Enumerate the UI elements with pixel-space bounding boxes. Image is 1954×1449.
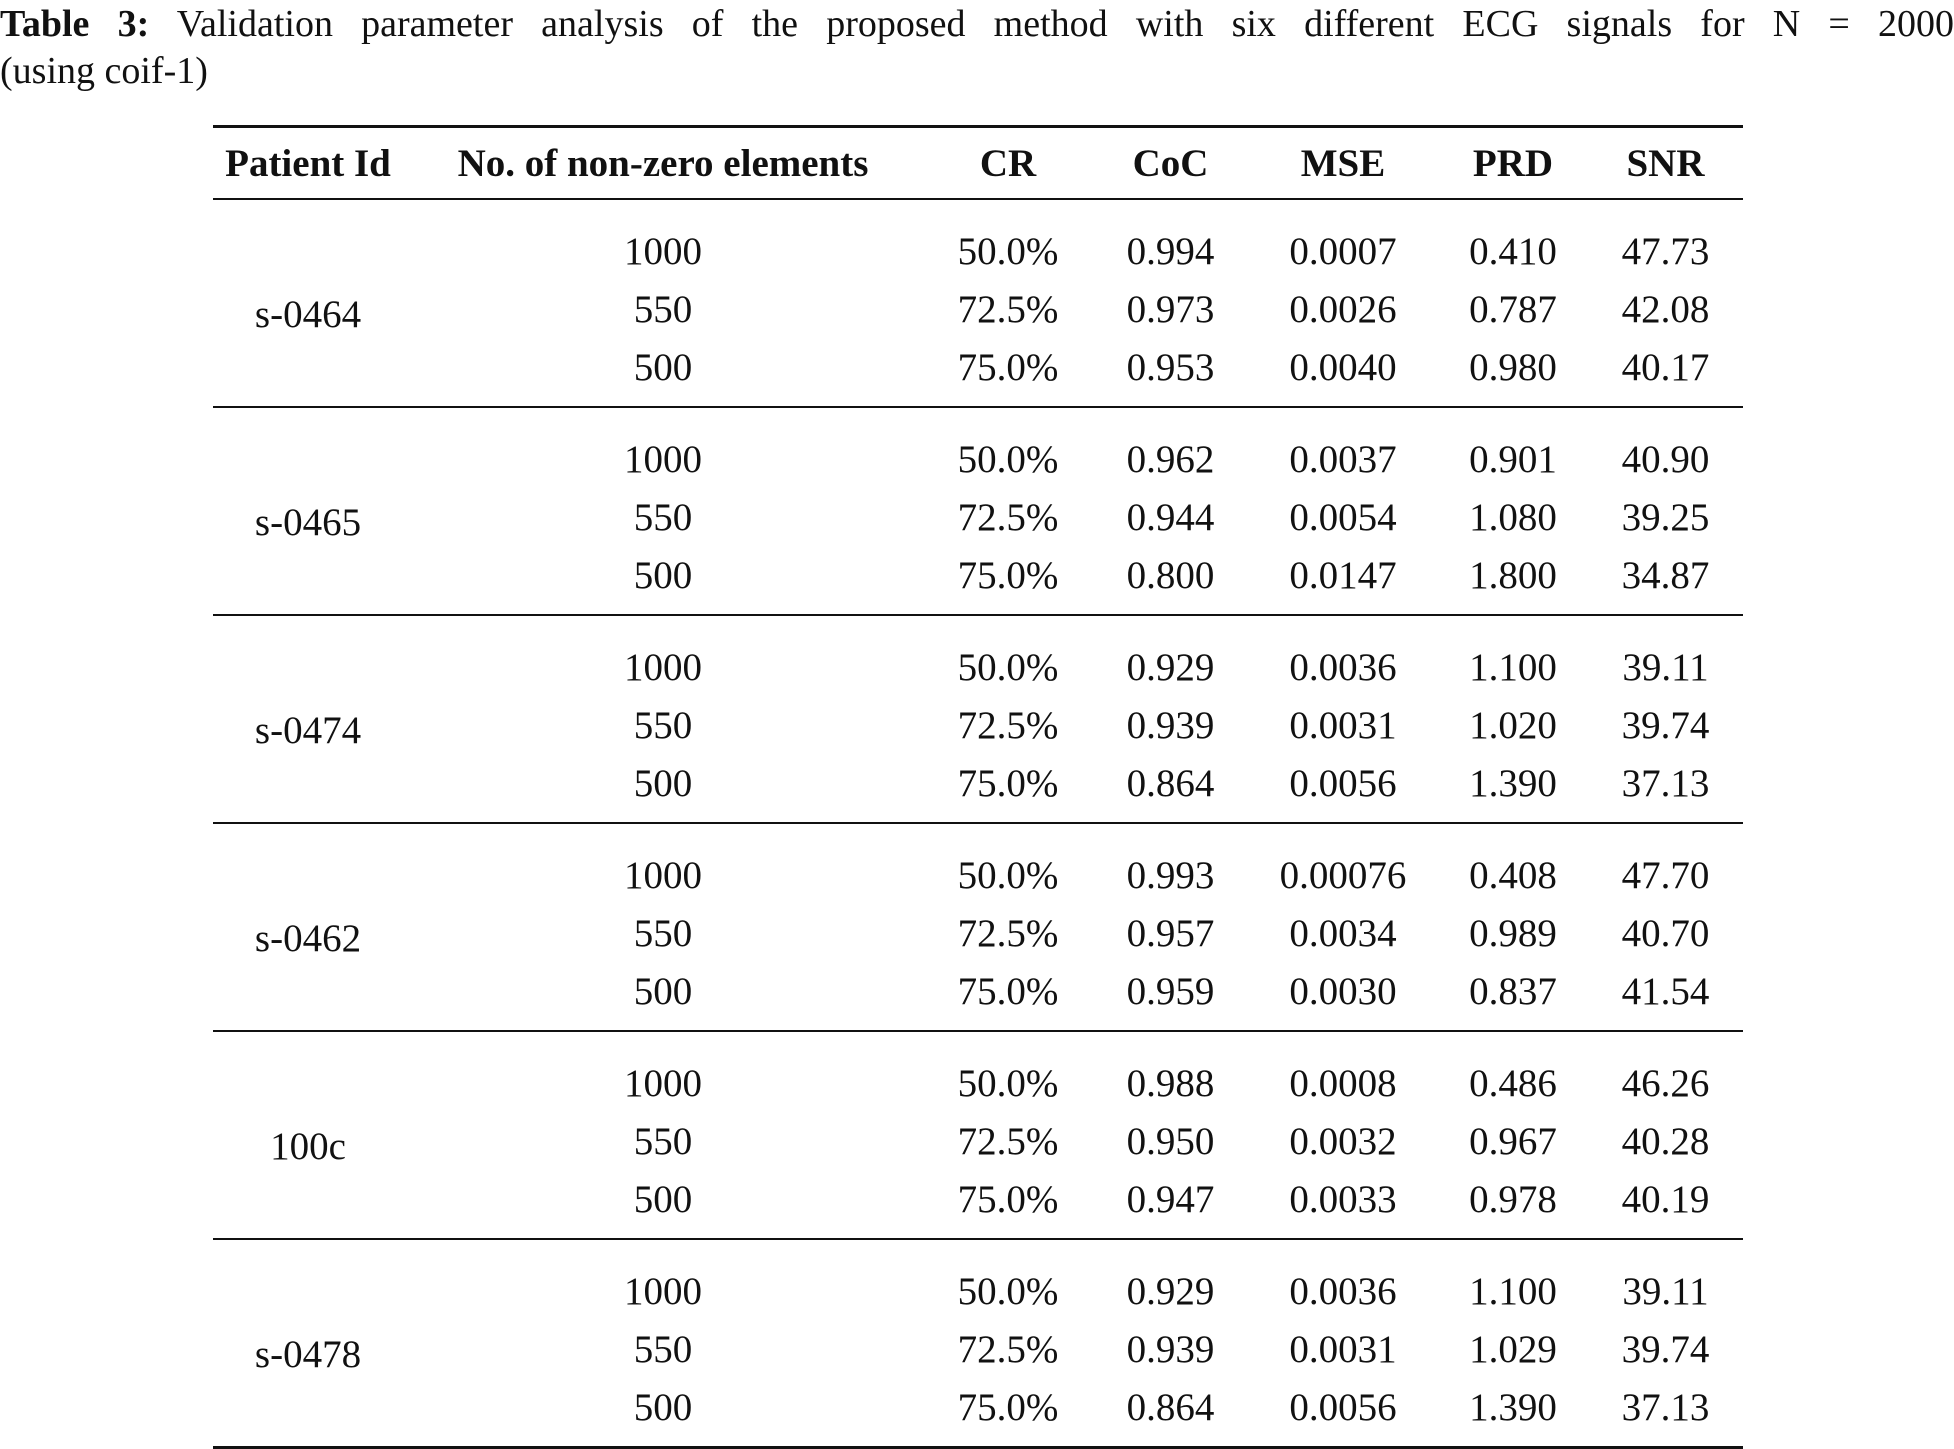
cell-coc: 0.959: [1093, 962, 1248, 1031]
cell-snr: 39.11: [1622, 1269, 1709, 1313]
cell-non-zero-elements: 550: [633, 703, 693, 747]
cell-coc: 0.929: [1126, 1269, 1215, 1313]
cell-prd: 0.967: [1469, 1119, 1557, 1163]
cell-mse: 0.0007: [1289, 229, 1397, 273]
cell-non-zero-elements: 500: [403, 1170, 923, 1239]
cell-cr: 75.0%: [923, 754, 1093, 823]
cell-snr: 37.13: [1588, 1378, 1743, 1448]
cell-patient-id: s-0474: [213, 615, 403, 823]
cell-mse: 0.0056: [1248, 1378, 1438, 1448]
cell-mse: 0.0036: [1289, 1269, 1397, 1313]
table-row: [213, 962, 1743, 1031]
cell-cr: 50.0%: [957, 853, 1059, 897]
table-caption-label: Table 3:: [0, 3, 150, 45]
table-row: [213, 1239, 1743, 1320]
cell-coc: 0.994: [1126, 229, 1215, 273]
cell-snr: 39.25: [1621, 495, 1710, 539]
cell-coc: 0.864: [1093, 754, 1248, 823]
cell-non-zero-elements: 550: [633, 1119, 693, 1163]
cell-patient-id: s-0464: [213, 199, 403, 407]
cell-cr: 75.0%: [923, 962, 1093, 1031]
cell-coc: 0.939: [1126, 1327, 1215, 1371]
cell-mse: 0.0026: [1289, 287, 1397, 331]
cell-patient-id: s-0478: [213, 1239, 403, 1448]
cell-prd: 0.410: [1469, 229, 1557, 273]
table-row: [213, 823, 1743, 904]
cell-coc: 0.993: [1126, 853, 1215, 897]
cell-coc: 0.950: [1126, 1119, 1215, 1163]
table-row: [213, 1031, 1743, 1112]
table-row: [213, 1112, 1743, 1170]
cell-cr: 50.0%: [957, 1061, 1059, 1105]
cell-cr: 50.0%: [957, 229, 1059, 273]
cell-cr: 75.0%: [923, 1378, 1093, 1448]
table-row: [213, 338, 1743, 407]
cell-patient-id: 100c: [213, 1031, 403, 1239]
header-cr: CR: [923, 127, 1093, 200]
table-row: [213, 1378, 1743, 1448]
cell-non-zero-elements: 1000: [624, 1269, 702, 1313]
cell-mse: 0.00076: [1279, 853, 1407, 897]
cell-coc: 0.957: [1126, 911, 1215, 955]
table-row: [213, 199, 1743, 280]
cell-cr: 75.0%: [923, 1170, 1093, 1239]
cell-mse: 0.0056: [1248, 754, 1438, 823]
table-caption-line2: (using coif-1): [0, 50, 208, 92]
cell-non-zero-elements: 550: [633, 287, 693, 331]
cell-mse: 0.0040: [1248, 338, 1438, 407]
cell-non-zero-elements: 500: [403, 1378, 923, 1448]
cell-mse: 0.0030: [1248, 962, 1438, 1031]
cell-non-zero-elements: 500: [403, 962, 923, 1031]
cell-cr: 72.5%: [957, 911, 1059, 955]
cell-non-zero-elements: 550: [633, 495, 693, 539]
cell-coc: 0.973: [1126, 287, 1215, 331]
cell-snr: 41.54: [1588, 962, 1743, 1031]
cell-snr: 42.08: [1621, 287, 1710, 331]
cell-snr: 47.73: [1621, 229, 1710, 273]
header-snr: SNR: [1588, 127, 1743, 200]
cell-coc: 0.864: [1093, 1378, 1248, 1448]
cell-snr: 39.74: [1621, 1327, 1710, 1371]
table-row: [213, 1170, 1743, 1239]
cell-coc: 0.929: [1126, 645, 1215, 689]
cell-cr: 50.0%: [957, 645, 1059, 689]
cell-non-zero-elements: 1000: [624, 437, 702, 481]
cell-prd: 0.989: [1469, 911, 1557, 955]
cell-prd: 1.100: [1469, 645, 1557, 689]
cell-patient-id: s-0465: [213, 407, 403, 615]
cell-non-zero-elements: 500: [403, 546, 923, 615]
cell-snr: 47.70: [1621, 853, 1710, 897]
cell-mse: 0.0032: [1289, 1119, 1397, 1163]
cell-non-zero-elements: 1000: [624, 1061, 702, 1105]
cell-prd: 1.029: [1469, 1327, 1557, 1371]
cell-prd: 1.080: [1469, 495, 1557, 539]
cell-cr: 72.5%: [957, 1119, 1059, 1163]
cell-mse: 0.0054: [1289, 495, 1397, 539]
cell-cr: 72.5%: [957, 703, 1059, 747]
cell-mse: 0.0147: [1248, 546, 1438, 615]
cell-prd: 0.486: [1469, 1061, 1557, 1105]
cell-mse: 0.0037: [1289, 437, 1397, 481]
header-row: [213, 127, 1743, 200]
cell-coc: 0.947: [1093, 1170, 1248, 1239]
cell-snr: 37.13: [1588, 754, 1743, 823]
cell-non-zero-elements: 550: [633, 911, 693, 955]
header-patient-id: Patient Id: [213, 127, 403, 200]
cell-mse: 0.0008: [1289, 1061, 1397, 1105]
cell-snr: 40.90: [1621, 437, 1710, 481]
cell-coc: 0.939: [1126, 703, 1215, 747]
table-caption-text: Validation parameter analysis of the proposed method with six different ECG signals for N = 2000: [176, 3, 1954, 45]
table-row: [213, 280, 1743, 338]
cell-snr: 39.11: [1622, 645, 1709, 689]
header-prd: PRD: [1438, 127, 1588, 200]
cell-mse: 0.0031: [1289, 703, 1397, 747]
cell-cr: 50.0%: [957, 1269, 1059, 1313]
cell-mse: 0.0033: [1248, 1170, 1438, 1239]
cell-snr: 46.26: [1621, 1061, 1710, 1105]
cell-prd: 0.901: [1469, 437, 1557, 481]
cell-non-zero-elements: 1000: [624, 229, 702, 273]
cell-prd: 1.390: [1438, 754, 1588, 823]
table-row: [213, 1320, 1743, 1378]
cell-snr: 34.87: [1588, 546, 1743, 615]
cell-snr: 40.70: [1621, 911, 1710, 955]
cell-cr: 75.0%: [923, 338, 1093, 407]
header-mse: MSE: [1248, 127, 1438, 200]
table-row: [213, 488, 1743, 546]
cell-prd: 0.978: [1438, 1170, 1588, 1239]
cell-non-zero-elements: 1000: [624, 853, 702, 897]
cell-cr: 72.5%: [957, 287, 1059, 331]
cell-coc: 0.962: [1126, 437, 1215, 481]
validation-table: [213, 125, 1743, 1449]
cell-snr: 40.28: [1621, 1119, 1710, 1163]
table-body: [213, 199, 1743, 1448]
header-non-zero-elements: No. of non-zero elements: [403, 127, 923, 200]
cell-non-zero-elements: 550: [633, 1327, 693, 1371]
header-coc: CoC: [1093, 127, 1248, 200]
cell-prd: 1.100: [1469, 1269, 1557, 1313]
cell-prd: 1.020: [1469, 703, 1557, 747]
cell-coc: 0.944: [1126, 495, 1215, 539]
cell-prd: 0.837: [1438, 962, 1588, 1031]
cell-cr: 72.5%: [957, 1327, 1059, 1371]
table-row: [213, 407, 1743, 488]
cell-non-zero-elements: 500: [403, 338, 923, 407]
cell-prd: 0.787: [1469, 287, 1557, 331]
cell-coc: 0.800: [1093, 546, 1248, 615]
table-row: [213, 696, 1743, 754]
cell-prd: 0.980: [1438, 338, 1588, 407]
cell-prd: 1.800: [1438, 546, 1588, 615]
table-row: [213, 754, 1743, 823]
table-caption: [0, 0, 1954, 48]
table-row: [213, 546, 1743, 615]
cell-non-zero-elements: 1000: [624, 645, 702, 689]
cell-cr: 75.0%: [923, 546, 1093, 615]
cell-prd: 0.408: [1469, 853, 1557, 897]
table-row: [213, 904, 1743, 962]
cell-coc: 0.953: [1093, 338, 1248, 407]
cell-mse: 0.0036: [1289, 645, 1397, 689]
cell-snr: 39.74: [1621, 703, 1710, 747]
cell-patient-id: s-0462: [213, 823, 403, 1031]
cell-prd: 1.390: [1438, 1378, 1588, 1448]
cell-cr: 72.5%: [957, 495, 1059, 539]
cell-mse: 0.0031: [1289, 1327, 1397, 1371]
cell-snr: 40.19: [1588, 1170, 1743, 1239]
cell-snr: 40.17: [1588, 338, 1743, 407]
cell-non-zero-elements: 500: [403, 754, 923, 823]
cell-mse: 0.0034: [1289, 911, 1397, 955]
cell-cr: 50.0%: [957, 437, 1059, 481]
cell-coc: 0.988: [1126, 1061, 1215, 1105]
table-row: [213, 615, 1743, 696]
